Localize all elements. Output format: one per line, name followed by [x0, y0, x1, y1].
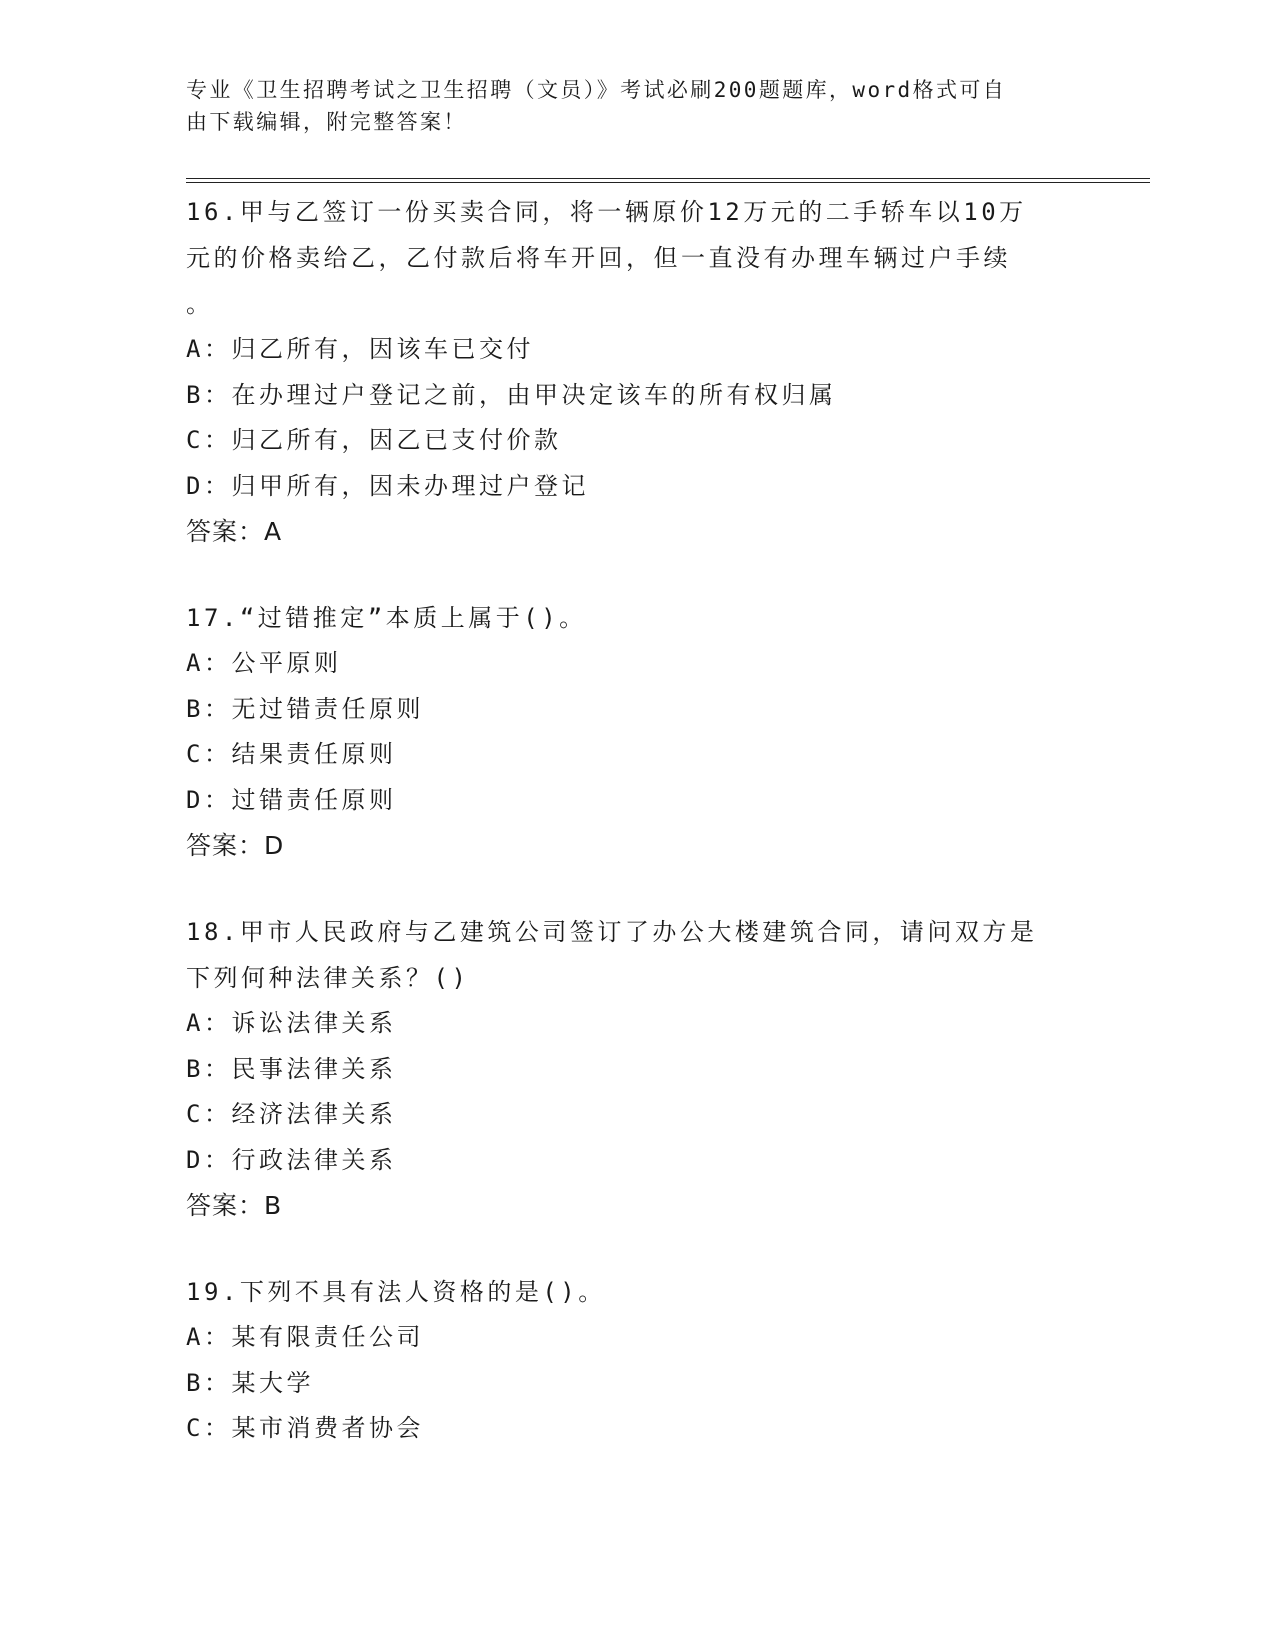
option-c: C：结果责任原则 [186, 740, 397, 768]
stem-line: 16.甲与乙签订一份买卖合同，将一辆原价12万元的二手轿车以10万 [186, 198, 1027, 226]
question-19 [186, 1269, 1086, 1452]
question-stem [186, 189, 1086, 327]
option-a: A：公平原则 [186, 649, 342, 677]
header-line-1: 专业《卫生招聘考试之卫生招聘（文员）》考试必刷200题题库，word格式可自 [186, 78, 1007, 102]
question-stem [186, 909, 1086, 1001]
option-c: C：经济法律关系 [186, 1100, 397, 1128]
option-a: A：归乙所有，因该车已交付 [186, 335, 534, 363]
stem-line: 18.甲市人民政府与乙建筑公司签订了办公大楼建筑合同，请问双方是 [186, 918, 1038, 946]
option-d: D：过错责任原则 [186, 785, 397, 814]
question-17 [186, 595, 1086, 869]
stem-line: 元的价格卖给乙，乙付款后将车开回，但一直没有办理车辆过户手续 [186, 244, 1011, 272]
option-b: B：无过错责任原则 [186, 694, 424, 723]
question-list [186, 189, 1086, 1492]
stem-line: 。 [186, 290, 214, 318]
question-16 [186, 189, 1086, 555]
header-line-2: 由下载编辑，附完整答案！ [186, 110, 467, 134]
option-b: B：在办理过户登记之前，由甲决定该车的所有权归属 [186, 380, 837, 409]
option-c: C：某市消费者协会 [186, 1414, 424, 1442]
header-divider-bottom [186, 182, 1150, 183]
answer: 答案：B [186, 1191, 283, 1220]
option-c: C：归乙所有，因乙已支付价款 [186, 426, 562, 454]
document-header [186, 74, 1066, 138]
stem-line: 17.“过错推定”本质上属于()。 [186, 604, 587, 632]
stem-line: 下列何种法律关系？() [186, 964, 470, 992]
header-divider-top [186, 178, 1150, 179]
option-d: D：行政法律关系 [186, 1145, 397, 1174]
option-b: B：民事法律关系 [186, 1054, 397, 1083]
option-b: B：某大学 [186, 1368, 314, 1397]
question-stem [186, 1269, 1086, 1315]
answer: 答案：D [186, 831, 285, 860]
option-a: A：诉讼法律关系 [186, 1009, 397, 1037]
option-d: D：归甲所有，因未办理过户登记 [186, 471, 589, 500]
answer: 答案：A [186, 517, 283, 546]
option-a: A：某有限责任公司 [186, 1323, 424, 1351]
question-18 [186, 909, 1086, 1229]
stem-line: 19.下列不具有法人资格的是()。 [186, 1278, 606, 1306]
question-stem [186, 595, 1086, 641]
